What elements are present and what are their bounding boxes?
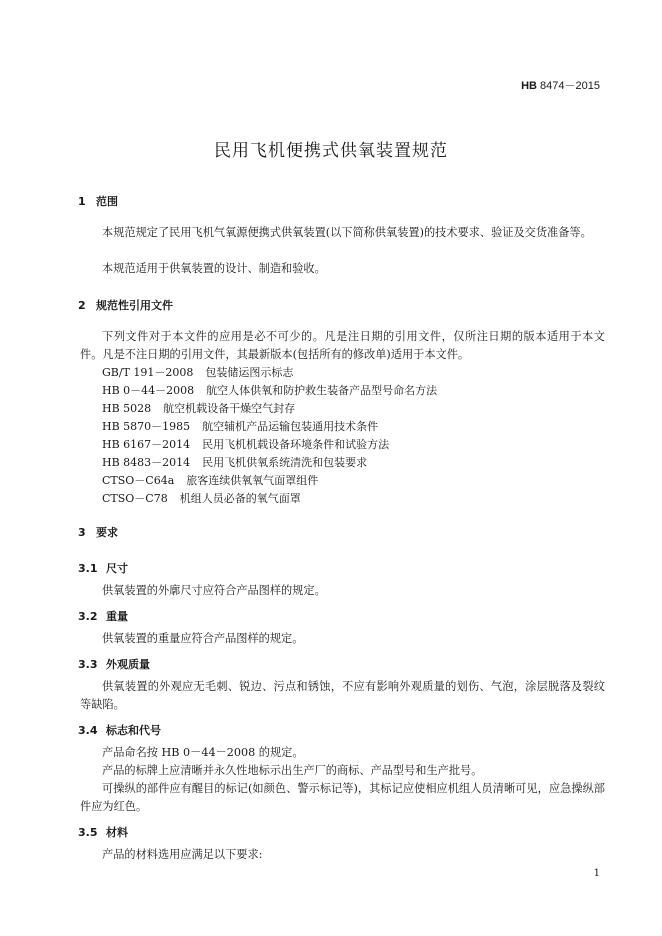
appearance-paragraph: 供氧装置的外观应无毛刺、锐边、污点和锈蚀，不应有影响外观质量的划伤、气泡，涂层脱落及裂纹等缺陷。: [80, 680, 605, 711]
marking-paragraph-1: 产品命名按 HB 0－44－2008 的规定。: [102, 746, 304, 759]
page-number: 1: [593, 868, 600, 879]
section-3-heading: 3 要求: [78, 526, 118, 539]
standard-code: HB 8474－2015: [521, 80, 600, 92]
section-3-5-heading: 3.5 材料: [78, 826, 128, 839]
references-intro: 下列文件对于本文件的应用是必不可少的。凡是注日期的引用文件，仅所注日期的版本适用于本文件。凡是不注日期的引用文件，其最新版本(包括所有的修改单)适用于本文件。: [80, 330, 605, 361]
reference-item: CTSO－C64a 旅客连续供氧氧气面罩组件: [102, 474, 319, 487]
reference-item: CTSO－C78 机组人员必备的氧气面罩: [102, 492, 301, 505]
size-paragraph: 供氧装置的外廓尺寸应符合产品图样的规定。: [102, 584, 326, 597]
weight-paragraph: 供氧装置的重量应符合产品图样的规定。: [102, 632, 304, 645]
reference-item: HB 6167－2014 民用飞机机载设备环境条件和试验方法: [102, 438, 390, 451]
reference-item: HB 0－44－2008 航空人体供氧和防护救生装备产品型号命名方法: [102, 384, 438, 397]
marking-paragraph-2: 产品的标牌上应清晰并永久性地标示出生产厂的商标、产品型号和生产批号。: [102, 764, 483, 777]
section-1-heading: 1 范围: [78, 195, 118, 208]
reference-item: HB 5028 航空机载设备干燥空气封存: [102, 402, 296, 415]
section-3-1-heading: 3.1 尺寸: [78, 562, 128, 575]
section-3-4-heading: 3.4 标志和代号: [78, 724, 161, 737]
material-paragraph: 产品的材料选用应满足以下要求:: [102, 848, 263, 861]
section-3-3-heading: 3.3 外观质量: [78, 658, 150, 671]
document-title: 民用飞机便携式供氧装置规范: [214, 141, 448, 161]
marking-paragraph-3: 可操纵的部件应有醒目的标记(如颜色、警示标记等)，其标记应使相应机组人员清晰可见，应急操纵部件应为红色。: [80, 782, 605, 813]
reference-item: HB 8483－2014 民用飞机供氧系统清洗和包装要求: [102, 456, 368, 469]
scope-paragraph-1: 本规范规定了民用飞机气氧源便携式供氧装置(以下简称供氧装置)的技术要求、验证及交货准备等。: [102, 226, 592, 239]
reference-item: HB 5870－1985 航空辅机产品运输包装通用技术条件: [102, 420, 379, 433]
reference-item: GB/T 191－2008 包装储运图示标志: [102, 366, 294, 379]
section-2-heading: 2 规范性引用文件: [78, 299, 173, 312]
scope-paragraph-2: 本规范适用于供氧装置的设计、制造和验收。: [102, 262, 326, 275]
section-3-2-heading: 3.2 重量: [78, 610, 128, 623]
